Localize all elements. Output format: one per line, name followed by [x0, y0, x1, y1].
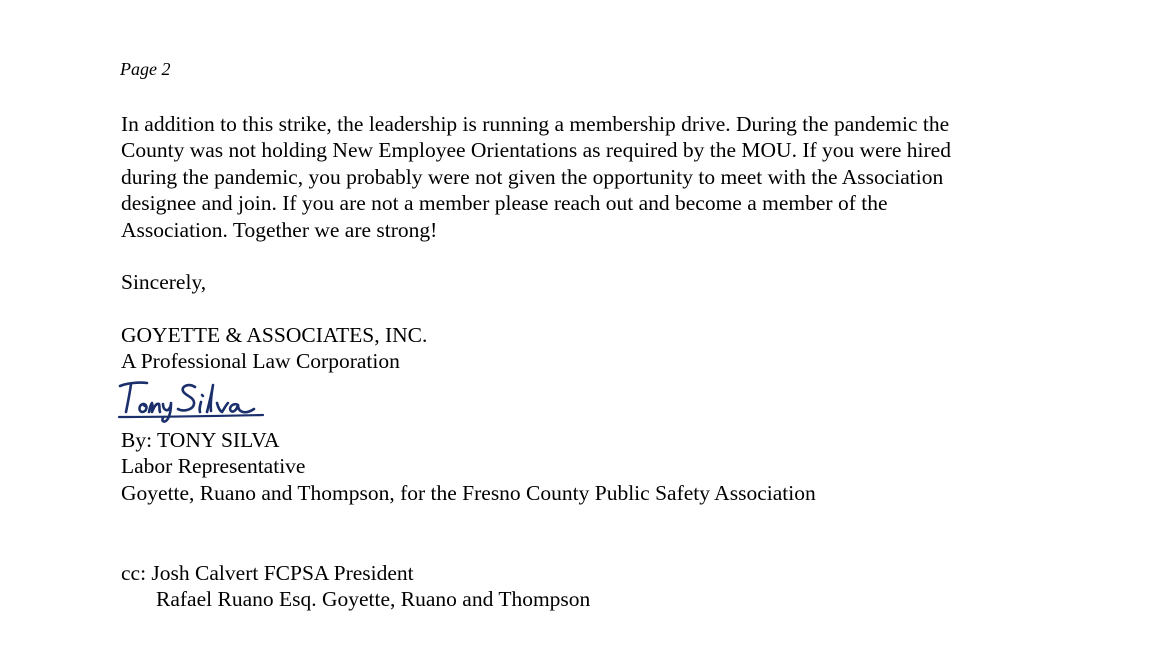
- body-line: In addition to this strike, the leadership is running a membership drive. During the pandemic the: [121, 112, 950, 136]
- body-line: Association. Together we are strong!: [121, 217, 438, 242]
- cc-recipient: cc: Josh Calvert FCPSA President: [121, 561, 414, 585]
- cc-block: [121, 560, 590, 613]
- signer-name: By: TONY SILVA: [121, 428, 280, 452]
- firm-name: GOYETTE & ASSOCIATES, INC.: [121, 323, 428, 347]
- signer-title: Labor Representative: [121, 454, 306, 479]
- handwritten-signature: [117, 378, 269, 424]
- body-line: designee and join. If you are not a member please reach out and become a member of the: [121, 191, 888, 216]
- page-number-label: Page 2: [120, 59, 171, 79]
- signer-organization: Goyette, Ruano and Thompson, for the Fresno County Public Safety Association: [121, 480, 816, 505]
- closing-salutation: Sincerely,: [121, 270, 207, 294]
- body-line: County was not holding New Employee Orientations as required by the MOU. If you were hired: [121, 138, 951, 163]
- body-paragraph: [121, 111, 1041, 243]
- firm-subtitle: A Professional Law Corporation: [121, 349, 400, 374]
- firm-block: [121, 322, 427, 375]
- signer-block: [121, 427, 816, 506]
- body-line: during the pandemic, you probably were not given the opportunity to meet with the Association: [121, 164, 944, 189]
- cc-recipient: Rafael Ruano Esq. Goyette, Ruano and Thompson: [156, 587, 591, 612]
